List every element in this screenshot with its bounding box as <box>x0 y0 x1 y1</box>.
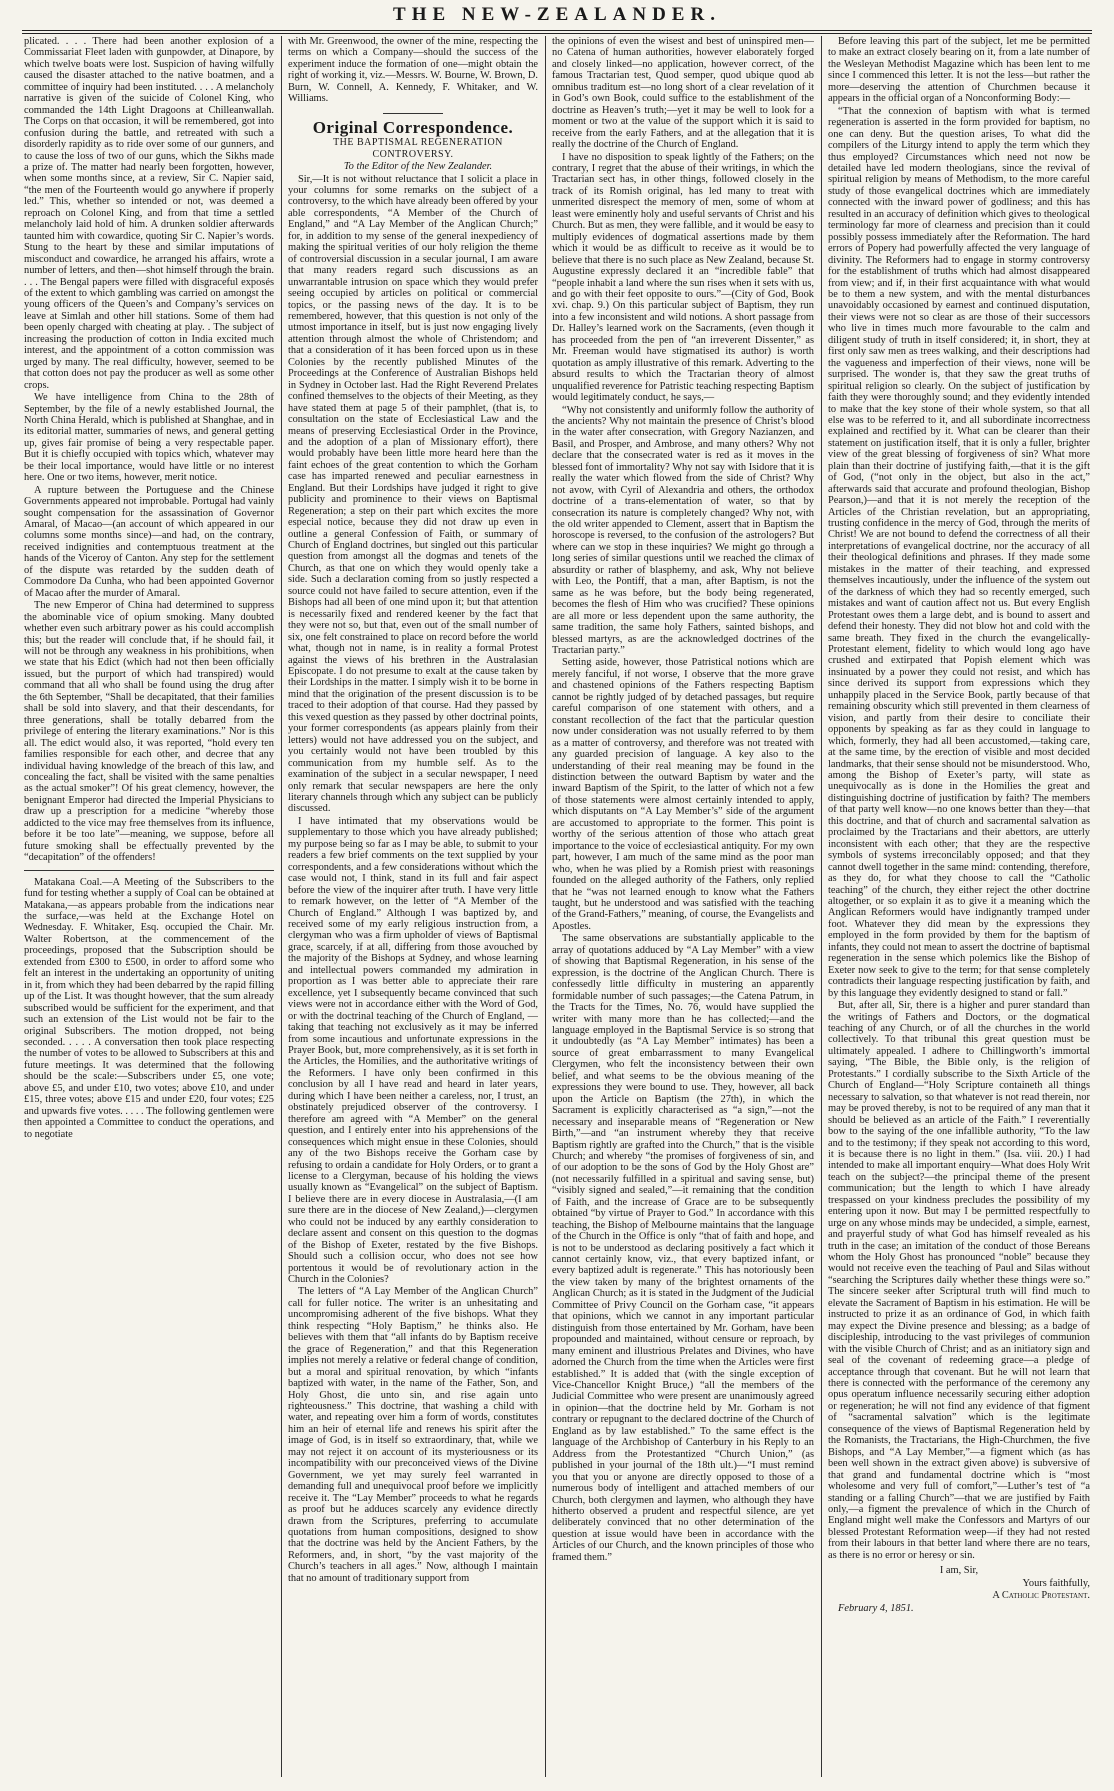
article-paragraph: plicated. . . . There had been another explosion of a Commissariat Fleet laden with gunpowder, at Dinapore, by which twelve boats were lost. Suspicion of having wilfully caused the disaster attached to the native boatmen, and a committee of inquiry had been instituted. . . . A melancholy narrative is given of the suicide of Colonel King, who commanded the 14th Light Dragoons at Chilleanwallah. The Corps on that occasion, it will be remembered, got into confusion during the battle, and retreated with such a disorderly rapidity as to ride over some of our gunners, and to cause the loss of two of our guns, which the Sikhs made a prize of. The matter had nearly been forgotten, however, when some months since, at a review, Sir C. Napier said, “the men of the Fourteenth would go anywhere if properly led.” This, whether so intended or not, was deemed a reproach on Colonel King, and from that time a settled melancholy laid hold of him. A drunken soldier afterwards taunted him with cowardice, quoting Sir C. Napier’s words. Stung to the heart by these and similar imputations of misconduct and cowardice, he arranged his affairs, wrote a number of letters, and then—shot himself through the brain. . . . The Bengal papers were filled with disgraceful exposés of the extent to which gambling was carried on amongst the young officers of the Queen’s and Company’s services on leave at Simlah and other hill stations. Some of them had been openly charged with cheating at play. . The subject of increasing the production of cotton in India excited much interest, and the appointment of a cotton commission was urged by many. The real difficulty, however, seemed to be that cotton does not pay the producer as well as some other crops. <box>24 36 274 391</box>
article-paragraph: But, after all, Sir, there is a higher and purer standard than the writings of Fathers and Doctors, or the dogmatical teaching of any Church, or of all the churches in the world collectively. To that tribunal this great question must be ultimately appealed. I adhere to Chillingworth’s immortal saying, “The Bible, the Bible only, is the religion of Protestants.” I cordially subscribe to the Sixth Article of the Church of England—“Holy Scripture containeth all things necessary to salvation, so that whatever is not read therein, nor may be proved thereby, is not to be required of any man that it should be believed as an article of the Faith.” I reverentially bow to the saying of the one infallible authority, “To the law and to the testimony; if they speak not according to this word, it is because there is no light in them.” (Isa. viii. 20.) I had intended to make all important enquiry—What does Holy Writ teach on the subject?—the principal theme of the present communication; but the length to which I have already trespassed on your kindness precludes the possibility of my entering upon it now. But may I be permitted respectfully to urge on any whose minds may be undecided, a simple, earnest, and prayerful study of what God has himself revealed as his truth in the case; an imitation of the conduct of those Bereans whom the Holy Ghost has pronounced “noble” because they would not receive even the teaching of Paul and Silas without “searching the Scriptures daily whether these things were so.” The sincere seeker after Scriptural truth will find much to elevate the Sacrament of Baptism in his estimation. He will be instructed to prize it as an ordinance of God, in which faith may expect the Divine presence and blessing; as a badge of discipleship, introducing to the vast privileges of communion with the visible Church of Christ; and as an initiatory sign and seal of the covenant of redeeming grace—a pledge of acceptance through that covenant. But he will not learn that there is connected with the performance of the ceremony any opus operatum influence necessarily securing either adoption or regeneration; he will not find any evidence of that figment of “sacramental salvation” which is the legitimate consequence of the views of Baptismal Regeneration held by the Romanists, the Tractarians, the High-Churchmen, the five Bishops, and “A Lay Member,”—a figment which (as has been well shown in the extract given above) is subversive of that grand and fundamental doctrine which is “most wholesome and very full of comfort,”—Luther’s test of “a standing or a falling Church”—that we are justified by Faith only,—a figment the prevalence of which in the Church of England might well make the Confessors and Martyrs of our blessed Protestant Reformation weep—if they had not rested from their labours in that better land where there are no tears, as there is no error or heresy or sin. <box>828 1000 1090 1561</box>
masthead: THE NEW-ZEALANDER. <box>393 4 721 25</box>
masthead-rule <box>22 30 1092 31</box>
article-paragraph: with Mr. Greenwood, the owner of the mine, respecting the terms on which a Company—should the success of the experiment induce the formation of one—might obtain the right of working it, viz.—Messrs. W. Bourne, W. Brown, D. Burn, W. Connell, A. Kennedy, F. Whitaker, and W. Williams. <box>288 36 538 105</box>
article-paragraph: Sir,—It is not without reluctance that I solicit a place in your columns for some remarks on the subject of a controversy, to the which have already been offered by your able correspondents, “A Member of the Church of England,” and “A Lay Member of the Anglican Church;” for, in addition to my sense of the general inexpediency of making the spiritual verities of our holy religion the theme of controversial discussion in a secular journal, I am aware that many readers regard such discussions as an unwarrantable intrusion on space which they would prefer seeing occupied by articles on political or commercial topics, or the passing news of the day. It is to be remembered, however, that this question is not only of the utmost importance in itself, but is just now engaging lively attention through almost the whole of Christendom; and that a consideration of it has been forced upon us in these Colonies by the recently published Minutes of the Proceedings at the Conference of Australian Bishops held in Sydney in October last. Had the Right Reverend Prelates confined themselves to the objects of their Meeting, as they have stated them at page 5 of their pamphlet, (that is, to consultation on the state of Ecclesiastical Law and the means of preserving Ecclesiastical Order in the Province, and the adoption of a plan of Missionary effort), there would probably have been little more heard here than the faint echoes of the great contention to which the Gorham case has imparted renewed and peculiar earnestness in England. But their Lordships have judged it right to give publicity and prominence to their views on Baptismal Regeneration; a step on their part which excites the more especial notice, because they did not draw up even in outline a general Confession of Faith, or summary of Church of England doctrines, but singled out this particular question from amongst all the dogmas and tenets of the Church, as that one on which they would openly take a side. Such a declaration coming from so justly respected a source could not have failed to secure attention, even if the Bishops had all been of one mind upon it; but that attention is necessarily fixed and rendered keener by the fact that they were not so, but that, even out of the small number of six, one felt constrained to place on record before the world what, though not in name, is in reality a formal Protest against the views of his brethren in the Australasian Episcopate. I do not presume to exalt at the cause taken by their Lordships in the matter. I simply wish it to be borne in mind that the origination of the present discussion is to be traced to their adoption of that course. Had they passed by this vexed question as they passed by other doctrinal points, your former correspondents (as appears plainly from their letters) would not have addressed you on the subject, and you certainly would not have been troubled by this communication from my humble self. As to the examination of the subject in a secular newspaper, I need only remark that secular newspapers are here the only literary channels through which any subject can be publicly discussed. <box>288 173 538 815</box>
letter-closing: I am, Sir, <box>939 1565 979 1577</box>
column-separator <box>545 36 546 1777</box>
article-paragraph: I have intimated that my observations would be supplementary to those which you have already published; my purpose being so far as I may be able, to submit to your readers a few brief comments on the text supplied by your correspondents, and a few considerations without which the case would not, I think, stand in its full and fair aspect before the view of the inquirer after truth. I have very little to remark however, on the letter of “A Member of the Church of England.” Although I was baptized by, and received some of my early religious instruction from, a clergyman who was a firm upholder of views of Baptismal grace, scarcely, if at all, differing from those avouched by the majority of the Bishops at Sydney, and whose learning and intellectual powers commanded my admiration in proportion as I was better able to appreciate their rare excellence, yet I subsequently became convinced that such views were not in accordance either with the Word of God, or with the doctrinal teaching of the Church of England, —taking that teaching not exclusively as it may be inferred from some incautious and unfortunate expressions in the Prayer Book, but, more comprehensively, as it is set forth in the Articles, the Homilies, and the authoritative writings of the Reformers. I have only been confirmed in this conclusion by all I have read and heard in later years, during which I have been neither a careless, nor, I trust, an obstinately prejudiced observer of the controversy. I therefore am agreed with “A Member” on the general question, and I entirely enter into his apprehensions of the consequences which might ensue in these Colonies, should any of the two Bishops receive the Gorham case by refusing to ordain a candidate for Holy Orders, or to grant a license to a Clergyman, because of his holding the views usually known as “Evangelical” on the subject of Baptism. I believe there are in every diocese in Australasia,—(I am sure there are in the diocese of New Zealand,)—clergymen who could not be induced by any earthly consideration to declare assent and consent on this question to the dogmas of the Bishop of Exeter, restated by the five Bishops. Should such a collision occur, who does not see how portentous it would be of revolutionary action in the Church in the Colonies? <box>288 815 538 1286</box>
article-paragraph: We have intelligence from China to the 28th of September, by the file of a newly established Journal, the North China Herald, which is published at Shanghae, and in its editorial matter, summaries of news, and general getting up, gives fair promise of being a very respectable paper. But it is chiefly occupied with topics which, whatever may be their local importance, would have little or no interest here. One or two items, however, merit notice. <box>24 392 274 484</box>
article-paragraph: The letters of “A Lay Member of the Anglican Church” call for fuller notice. The writer is an unhesitating and uncompromising adherent of the five bishops. What they think respecting “Holy Baptism,” he thinks also. He believes with them that “all infants do by Baptism receive the grace of Regeneration,” and that this Regeneration implies not merely a relative or federal change of condition, but a moral and spiritual renovation, by which “infants baptized with water, in the name of the Father, Son, and Holy Ghost, die unto sin, and rise again unto righteousness.” This doctrine, that washing a child with water, and repeating over him a form of words, constitutes him an heir of eternal life and renews his spirit after the image of God, is in itself so extraordinary, that, while we may not reject it on account of its mysteriousness or its incompatibility with our preconceived views of the Divine Government, we yet may surely feel warranted in demanding full and unequivocal proof before we implicitly receive it. The “Lay Member” proceeds to what he regards as proof but he adduces scarcely any evidence directly drawn from the Scriptures, preferring to accumulate quotations from human compositions, designed to show that the doctrine was held by the Ancient Fathers, by the Reformers, and, in short, “by the vast majority of the Church’s teachers in all ages.” Now, although I maintain that no amount of traditionary support from <box>288 1286 538 1584</box>
article-paragraph: “That the connexion of baptism with what is termed regeneration is asserted in the form provided for baptism, no one can deny. But the question arises, To what did the compilers of the Liturgy intend to apply the term which they thus employed? Circumstances which need not now be detailed have led modern theologians, since the revival of spiritual religion by means of Methodism, to the more careful study of those evangelical doctrines which are immediately connected with the inward power of godliness; and this has resulted in an accuracy of definition which gives to theological terminology far more of clearness and precision than it could possibly possess immediately after the Reformation. The hard errors of Popery had powerfully affected the very language of divinity. The Reformers had to engage in stormy controversy for the establishment of truths which had almost disappeared from view; and if, in their first acquaintance with what would be to them a new system, and with the mental disturbances unavoidably occasioned by earnest and continued disputation, their views were not so clear as are those of their successors who live in times much more favourable to the calm and diligent study of truth in itself considered; it, in short, they at first only saw men as trees walking, and their descriptions had the vagueness and imperfection of their views, none will be surprised. The wonder is, that they saw the great truths of spiritual religion so clearly. On the subject of justification by faith they were thoroughly sound; and they evidently intended to make that the key stone of their whole system, so that all else was to be referred to it, and all subordinate incorrectness explained and rectified by it. What can be clearer than their statement on justification itself, that it is only a fuller, brighter view of the great blessing of forgiveness of sin? What more plain than their doctrine of justifying faith,—that it is the gift of God, (“not only in the object, but also in the act,” afterwards said that accurate and profound theologian, Bishop Pearson,)—and that it is not merely the reception of the Articles of the Christian revelation, but an appropriating, trusting confidence in the mercy of God, through the merits of Christ! We are not bound to defend the correctness of all their interpretations of evangelical doctrine, nor the accuracy of all their theological definitions and phrases. If they made some mistakes in the matter of their teaching, and expressed themselves incautiously, under the influence of the system out of the darkness of which they had so recently emerged, such mistakes and want of caution affect not us. But every English Protestant owes them a large debt, and is bound to assert and defend their honesty. They did not blow hot and cold with the same breath. They fixed in the church the evangelically-Protestant element, fidelity to which would long ago have crushed and extirpated that Popish element which was insinuated by a power they could not resist, and which has since derived its support from expressions which they unhappily placed in the Service Book, partly because of that remaining obscurity which still prevented in them clearness of vision, and partly from their desire to conciliate their opponents by speaking as far as they could in language to which, formerly, they had all been accustomed,—taking care, at the same time, by the erection of visible and most decided landmarks, that their sense should not be misunderstood. Who, among the Bishop of Exeter’s party, will state as unequivocally as is done in the Homilies the great and distinguishing doctrine of justification by faith? The members of that party well know—no one knows better than they—that this doctrine, and that of church and sacramental salvation as proclaimed by the Tractarians and their abettors, are utterly inconsistent with each other; that they are the respective symbols of systems irreconcilably opposed; and that they cannot dwell together in the same mind: contending, therefore, as they do, for what they choose to call the “Catholic teaching” of the church, they either reject the other doctrine altogether, or so explain it as to give it a meaning which the Anglican Reformers would have indignantly tramped under foot. Whatever they did mean by the expressions they employed in the form provided by them for the baptism of infants, they could not mean to assert the doctrine of baptismal regeneration in the sense which polemics like the Bishop of Exeter now seek to give to the term; for that sense completely contradicts their language respecting justification by faith, and by this language they evidently designed to stand or fall.” <box>828 105 1090 999</box>
article-paragraph: the opinions of even the wisest and best of uninspired men—no Catena of human authorities, however elaborately forged and closely linked—no application, however correct, of the famous Tractarian test, Quod semper, quod ubique quod ab omnibus traditum est—no long short of a clear revelation of it in God’s own Book, could suffice to the establishment of the doctrine as Heaven’s truth;—yet it may be well to look for a moment or two at the value of the support which it is said to receive from the early Fathers, and at the allegation that it is really the doctrine of the Church of England. <box>552 36 814 151</box>
article-paragraph: Setting aside, however, those Patristical notions which are merely fanciful, if not worse, I observe that the more grave and chastened opinions of the Fathers respecting Baptism cannot be rightly judged of by detached passages, but require careful comparison of one statement with others, and a constant recollection of the fact that the particular question now under consideration was not usually referred to by them as a matter of controversy, and therefore was not treated with any guarded precision of language. A key also to the understanding of their real meaning may be found in the distinction between the outward Baptism by water and the inward Baptism of the Spirit, to the latter of which not a few of those statements were almost certainly intended to apply, which disputants on “A Lay Member’s” side of the argument are accustomed to appropriate to the former. This point is worthy of the serious attention of those who attach great importance to the voice of ecclesiastical antiquity. For my own part, however, I am much of the same mind as the poor man who, when he was plied by a Romish priest with reasonings founded on the alleged authority of the Fathers, only replied that he “was not learned enough to know what the Fathers taught, but he understood and was satisfied with the teaching of the Grand-Fathers,” meaning, of course, the Evangelists and Apostles. <box>552 657 814 932</box>
letter-addressee: To the Editor of the New Zealander. <box>343 161 493 173</box>
letter-signature: A Catholic Protestant. <box>992 1590 1090 1602</box>
letter-title: THE BAPTISMAL REGENERATION CONTROVERSY. <box>333 137 503 160</box>
article-paragraph: The same observations are substantially applicable to the array of quotations adduced by “A Lay Member” with a view of showing that Baptismal Regeneration, in his sense of the expression, is the doctrine of the Anglican Church. There is confessedly little difficulty in mustering an apparently formidable number of such passages;—the Catena Patrum, in the Tracts for the Times, No. 76, would have supplied the writer with many more than he has collected;—and the language employed in the Baptismal Service is so strong that it undoubtedly (as “A Lay Member” intimates) has been a source of great embarrassment to many Evangelical Clergymen, who felt the inconsistency between their own belief, and what seems to be the obvious meaning of the expressions they were bound to use. They, however, all back upon the Article on Baptism (the 27th), in which the Sacrament is explicitly characterised as “a sign,”—not the necessary and inseparable means of “Regeneration or New Birth,”—and “an instrument whereby they that receive Baptism rightly are grafted into the Church,” that is the visible Church; and whereby “the promises of forgiveness of sin, and of our adoption to be the sons of God by the Holy Ghost are” (not necessarily fulfilled in a spiritual and saving sense, but) “visibly signed and sealed,”—it remaining that the condition of Faith, and the increase of Grace are to be subsequently obtained “by virtue of Prayer to God.” In accordance with this teaching, the Bishop of Melbourne maintains that the language of the Church in the Office is only “that of faith and hope, and is not to be understood as declaring positively a fact which it cannot certainly know, viz., that every baptized infant, or every baptized adult is regenerate.” This has notoriously been the view taken by many of the brightest ornaments of the Anglican Church; as it is stated in the Judgment of the Judicial Committee of Privy Council on the Gorham case, “it appears that opinions, which we cannot in any important particular distinguish from those entertained by Mr. Gorham, have been propounded and maintained, without censure or reproach, by many eminent and illustrious Prelates and Divines, who have adorned the Church from the time when the Articles were first established.” It is added that (with the single exception of Vice-Chancellor Knight Bruce,) “all the members of the Judicial Committee who were present are unanimously agreed in opinion—that the doctrine held by Mr. Gorham is not contrary or repugnant to the declared doctrine of the Church of England as by law established.” To the same effect is the language of the Archbishop of Canterbury in his Reply to an Address from the Protestantized “Church Union,” (as published in your journal of the 18th ult.)—“I must remind you that you or anyone are directly opposed to those of a numerous body of intelligent and attached members of our Church, both clergymen and laymen, who although they have hitherto observed a prudent and respectful silence, are yet deliberately convinced that no other determination of the question at issue would have been in accordance with the Articles of our Church, and the known principles of those who framed them.” <box>552 933 814 1563</box>
article-paragraph: The new Emperor of China had determined to suppress the abominable vice of opium smoking. Many doubted whether even such arbitrary power as his could accomplish this; but the reader will conclude that, if he should fail, it will not be through any weakness in his prohibitions, when we state that his Edict (which had not then been officially issued, but the purport of which had transpired) would command that all who shall be found using the drug after the 6th September, “Shall be decapitated, that their families shall be sold into slavery, and that their descendants, for three generations, shall be totally debarred from the privilege of entering the literary examinations.” Nor is this all. The edict would also, it was reported, “hold every ten families responsible for each other, and decree that any individual having knowledge of the breach of this law, and concealing the fact, shall be visited with the same penalties as the actual smoker”! Of his great clemency, however, the benignant Emperor had directed the Imperial Physicians to draw up a prescription for a medicine “whereby those addicted to the vice may free themselves from its influence, before it be too late”—meaning, we suppose, before all future smoking shall be effectually prevented by the “decapitation” of the offenders! <box>24 600 274 864</box>
article-paragraph: “Why not consistently and uniformly follow the authority of the ancients? Why not maintain the presence of Christ’s blood in the water after consecration, with Gregory Nazianzen, and Basil, and Prosper, and Ambrose, and many others? Why not declare that the consecrated water is red as it moves in the blessed font of immortality? Why not say with Isidore that it is really the water which flowed from the side of Christ? Why not avow, with Cyril of Alexandria and others, the orthodox doctrine of a trans-elementation of water, so that by consecration its nature is completely changed? Why not, with the old writer appended to Clement, assert that in Baptism the horoscope is reversed, to the confusion of the astrologers? But where can we stop in these inquiries? We might go through a long series of similar questions until we reached the climax of absurdity or rather of blasphemy, and ask, Why not believe with Leo, the Pontiff, that a man, after Baptism, is not the same as he was before, but the body being regenerated, becomes the flesh of Him who was crucified? These opinions are all more or less dependent upon the same authority, the same tradition, the same holy Fathers, sainted bishops, and blessed martyrs, as are the acknowledged doctrines of the Tractarian party.” <box>552 404 814 657</box>
masthead-rule-lower <box>22 33 1092 34</box>
article-paragraph: A rupture between the Portuguese and the Chinese Governments appeared not improbable. Portugal had vainly sought compensation for the assassination of Governor Amaral, of Macao—(an account of which appeared in our columns some months since)—and had, on the contrary, received indignities and contemptuous treatment at the hands of the Viceroy of Canton. Any step for the settlement of the dispute was retarded by the sudden death of Commodore Da Cunha, who had been appointed Governor of Macao after the murder of Amaral. <box>24 484 274 599</box>
letter-date: February 4, 1851. <box>838 1602 914 1614</box>
article-paragraph: Matakana Coal.—A Meeting of the Subscribers to the fund for testing whether a supply of Coal can be obtained at Matakana,—as appears probable from the indications near the surface,—was held at the Exchange Hotel on Wednesday. F. Whitaker, Esq. occupied the Chair. Mr. Walter Robertson, at the commencement of the proceedings, proposed that the Subscription should be extended from £300 to £500, in order to afford some who felt an interest in the undertaking an opportunity of uniting in it, from which they had been debarred by the rapid filling up of the List. It was thought however, that the sum already subscribed would be sufficient for the experiment, and that such an extension of the List would not be fair to the original Subscribers. The motion dropped, not being seconded. . . . . A conversation then took place respecting the number of votes to be allowed to Subscribers at this and future meetings. It was determined that the following should be the scale:—Subscribers under £5, one vote; above £5, and under £10, two votes; above £10, and under £15, three votes; above £15 and under £20, four votes; £25 and upwards five votes. . . . . The following gentlemen were then appointed a Committee to conduct the operations, and to negotiate <box>24 876 274 1140</box>
article-paragraph: I have no disposition to speak lightly of the Fathers; on the contrary, I regret that the abuse of their writings, in which the Tractarian sect has, in other things, followed closely in the track of its Romish original, has led many to treat with unmerited disrespect the memory of men, some of whom at least were eminently holy and useful servants of Christ and his Church. But as men, they were fallible, and it would be easy to multiply evidences of dogmatical assertions made by them which it would be as difficult to receive as it would be to believe that there is no such place as New Zealand, because St. Augustine expressly declared it an “incredible fable” that “people inhabit a land where the sun rises when it sets with us, and go with their feet opposite to ours.”—(City of God, Book xvi. chap. 9.) On this particular subject of Baptism, they run into a few inconsistent and wild notions. A short passage from Dr. Halley’s learned work on the Sacraments, (even though it has proceeded from the pen of “an irreverent Dissenter,” as Mr. Freeman would have stigmatised its author) is worth quotation as amply illustrative of this remark. Adverting to the absurd results to which the Tractarian theory of almost unqualified reverence for Patristic teaching respecting Baptism would legitimately conduct, he says,— <box>552 151 814 404</box>
column-separator <box>281 36 282 1777</box>
article-paragraph: Before leaving this part of the subject, let me be permitted to make an extract closely bearing on it, from a late number of the Wesleyan Methodist Magazine which has been lent to me since I commenced this letter. It is not the less—but rather the more—deserving the attention of Churchmen because it appears in the official organ of a Nonconforming Body:— <box>828 36 1090 105</box>
section-heading: Original Correspondence. <box>312 117 514 137</box>
letter-closing-2: Yours faithfully, <box>1022 1577 1090 1589</box>
column-3 <box>552 36 814 1781</box>
section-divider <box>24 870 274 871</box>
section-divider <box>383 113 443 114</box>
column-4 <box>828 36 1090 1781</box>
column-separator <box>821 36 822 1777</box>
column-2 <box>288 36 538 1781</box>
column-1 <box>24 36 274 1781</box>
